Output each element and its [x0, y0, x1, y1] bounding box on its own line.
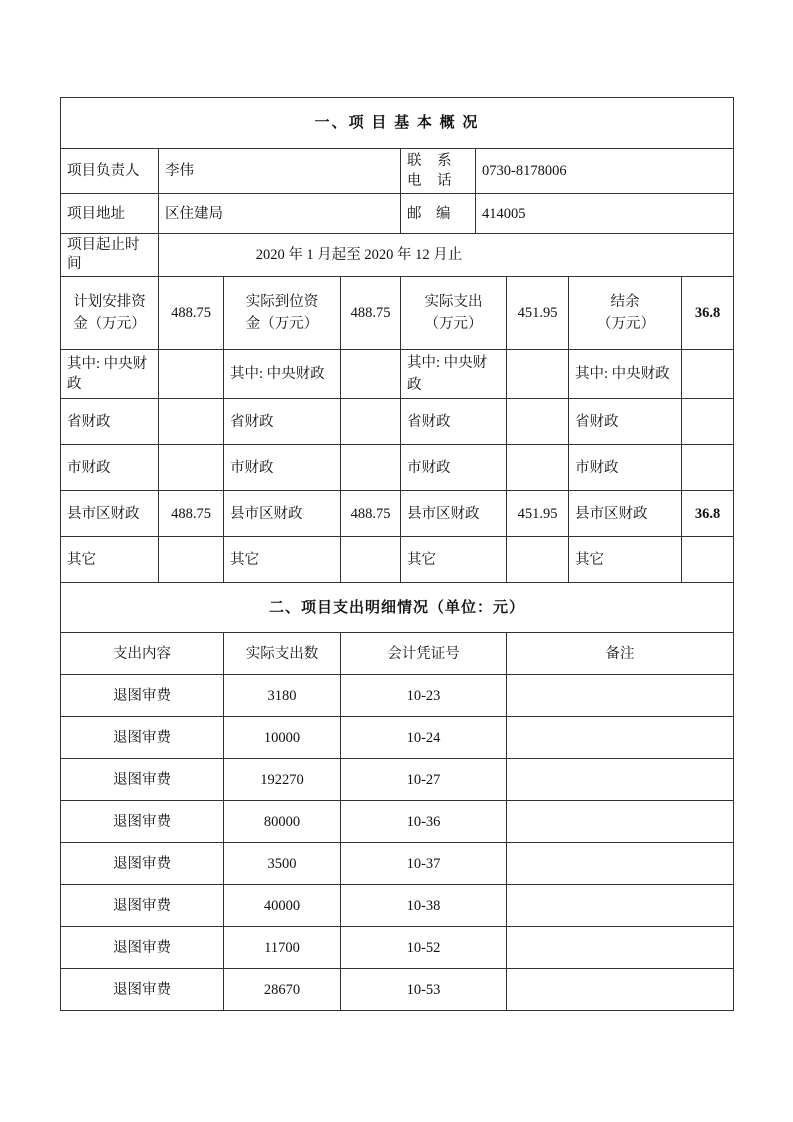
breakdown-label: 其中: 中央财政 [224, 350, 341, 399]
voucher-number: 10-27 [341, 759, 507, 801]
phone-value: 0730-8178006 [476, 149, 734, 194]
breakdown-label: 市财政 [569, 445, 682, 491]
project-report-table [60, 97, 734, 1011]
breakdown-value [507, 399, 569, 445]
planned-funds-label: 计划安排资金（万元） [61, 277, 159, 350]
breakdown-value: 488.75 [159, 491, 224, 537]
breakdown-label: 市财政 [61, 445, 159, 491]
expense-content: 退图审费 [61, 801, 224, 843]
expense-row [61, 969, 734, 1011]
breakdown-label: 其它 [569, 537, 682, 583]
expense-row [61, 675, 734, 717]
section1-title: 一、项 目 基 本 概 况 [61, 98, 734, 149]
voucher-number: 10-36 [341, 801, 507, 843]
header-voucher: 会计凭证号 [341, 633, 507, 675]
breakdown-value [341, 399, 401, 445]
breakdown-label: 县市区财政 [224, 491, 341, 537]
expense-row [61, 801, 734, 843]
period-value: 2020 年 1 月起至 2020 年 12 月止 [159, 234, 734, 277]
expense-content: 退图审费 [61, 843, 224, 885]
address-label: 项目地址 [61, 194, 159, 234]
voucher-number: 10-24 [341, 717, 507, 759]
expense-amount: 10000 [224, 717, 341, 759]
expense-row [61, 759, 734, 801]
planned-funds-value: 488.75 [159, 277, 224, 350]
expense-row [61, 843, 734, 885]
section2-title: 二、项目支出明细情况（单位：元） [61, 583, 734, 633]
breakdown-label: 其它 [224, 537, 341, 583]
received-funds-label: 实际到位资金（万元） [224, 277, 341, 350]
breakdown-label: 市财政 [401, 445, 507, 491]
expense-amount: 3500 [224, 843, 341, 885]
leader-label: 项目负责人 [61, 149, 159, 194]
address-value: 区住建局 [159, 194, 401, 234]
voucher-number: 10-37 [341, 843, 507, 885]
expense-content: 退图审费 [61, 675, 224, 717]
breakdown-row [61, 537, 734, 583]
spent-funds-value: 451.95 [507, 277, 569, 350]
expense-content: 退图审费 [61, 717, 224, 759]
expense-content: 退图审费 [61, 759, 224, 801]
breakdown-label: 省财政 [569, 399, 682, 445]
voucher-number: 10-38 [341, 885, 507, 927]
period-label: 项目起止时间 [61, 234, 159, 277]
header-remark: 备注 [507, 633, 734, 675]
voucher-number: 10-23 [341, 675, 507, 717]
remark [507, 717, 734, 759]
remark [507, 927, 734, 969]
breakdown-value [682, 537, 734, 583]
breakdown-label: 其它 [401, 537, 507, 583]
breakdown-value [507, 537, 569, 583]
breakdown-value [682, 350, 734, 399]
voucher-number: 10-52 [341, 927, 507, 969]
breakdown-label: 省财政 [224, 399, 341, 445]
breakdown-label: 县市区财政 [61, 491, 159, 537]
postcode-label: 邮 编 [401, 194, 476, 234]
phone-label: 联 系 电 话 [401, 149, 476, 194]
balance-value: 36.8 [682, 277, 734, 350]
remark [507, 969, 734, 1011]
breakdown-value [159, 537, 224, 583]
breakdown-value: 36.8 [682, 491, 734, 537]
balance-label: 结余（万元） [569, 277, 682, 350]
header-amount: 实际支出数 [224, 633, 341, 675]
breakdown-label: 县市区财政 [569, 491, 682, 537]
remark [507, 885, 734, 927]
breakdown-row [61, 399, 734, 445]
expense-amount: 3180 [224, 675, 341, 717]
spent-funds-label: 实际支出（万元） [401, 277, 507, 350]
voucher-number: 10-53 [341, 969, 507, 1011]
expense-content: 退图审费 [61, 969, 224, 1011]
expense-amount: 40000 [224, 885, 341, 927]
remark [507, 801, 734, 843]
postcode-value: 414005 [476, 194, 734, 234]
breakdown-label: 其中: 中央财政 [569, 350, 682, 399]
breakdown-row [61, 350, 734, 399]
breakdown-label: 其它 [61, 537, 159, 583]
breakdown-row [61, 445, 734, 491]
expense-content: 退图审费 [61, 927, 224, 969]
remark [507, 759, 734, 801]
breakdown-value [341, 350, 401, 399]
remark [507, 843, 734, 885]
breakdown-label: 省财政 [61, 399, 159, 445]
expense-amount: 192270 [224, 759, 341, 801]
breakdown-label: 市财政 [224, 445, 341, 491]
breakdown-value [682, 445, 734, 491]
breakdown-value [341, 537, 401, 583]
breakdown-value [507, 350, 569, 399]
breakdown-value: 451.95 [507, 491, 569, 537]
breakdown-row [61, 491, 734, 537]
breakdown-label: 其中: 中央财政 [61, 350, 159, 399]
breakdown-value [159, 350, 224, 399]
breakdown-value [507, 445, 569, 491]
expense-row [61, 717, 734, 759]
leader-value: 李伟 [159, 149, 401, 194]
breakdown-label: 省财政 [401, 399, 507, 445]
breakdown-label: 县市区财政 [401, 491, 507, 537]
breakdown-value: 488.75 [341, 491, 401, 537]
expense-amount: 80000 [224, 801, 341, 843]
remark [507, 675, 734, 717]
expense-content: 退图审费 [61, 885, 224, 927]
expense-row [61, 885, 734, 927]
received-funds-value: 488.75 [341, 277, 401, 350]
breakdown-value [159, 399, 224, 445]
breakdown-value [159, 445, 224, 491]
expense-amount: 28670 [224, 969, 341, 1011]
breakdown-value [341, 445, 401, 491]
header-content: 支出内容 [61, 633, 224, 675]
expense-amount: 11700 [224, 927, 341, 969]
breakdown-label: 其中: 中央财政 [401, 350, 507, 399]
breakdown-value [682, 399, 734, 445]
expense-row [61, 927, 734, 969]
